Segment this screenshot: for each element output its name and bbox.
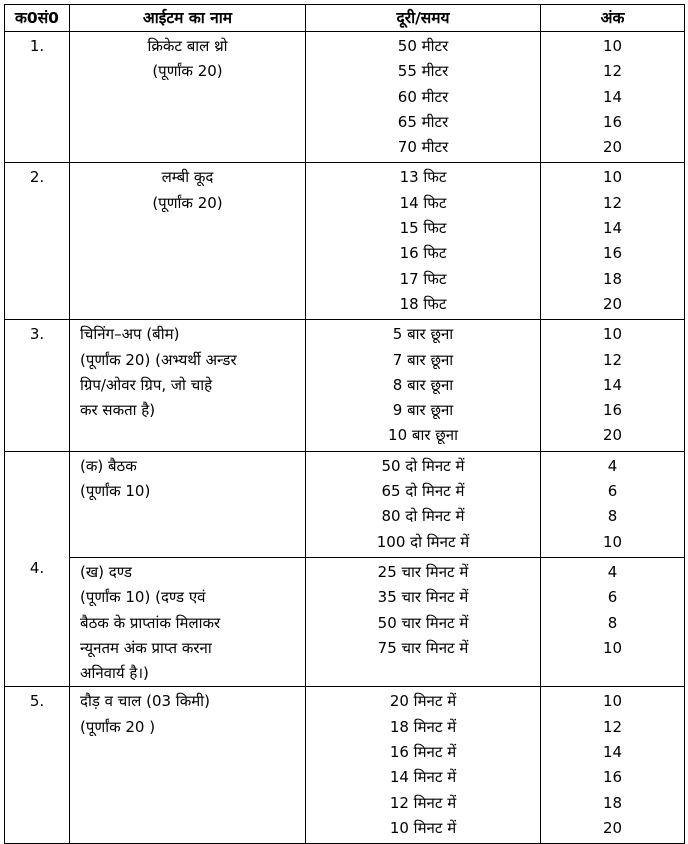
header-item-name: आईटम का नाम <box>70 5 306 32</box>
item-line: लम्बी कूद <box>161 168 214 187</box>
distance-value: 75 चार मिनट में <box>377 638 469 657</box>
marks-value: 14 <box>602 375 623 394</box>
distance-value: 14 फिट <box>399 193 447 212</box>
distance-value: 16 फिट <box>399 244 447 263</box>
item-name <box>70 687 306 844</box>
marks-list <box>541 32 685 163</box>
distance-list <box>306 687 541 844</box>
distance-value: 100 दो मिनट में <box>376 532 470 551</box>
marks-value: 16 <box>602 244 623 263</box>
marks-value: 10 <box>602 532 623 551</box>
item-line: चिनिंग–अप (बीम) <box>80 325 180 344</box>
item-line: (ख) दण्ड <box>80 562 132 581</box>
distance-value: 70 मीटर <box>397 138 449 157</box>
marks-value: 4 <box>607 562 618 581</box>
marks-list <box>541 687 685 844</box>
marks-value: 14 <box>602 219 623 238</box>
marks-value: 14 <box>602 743 623 762</box>
item-line: बैठक के प्राप्तांक मिलाकर <box>80 613 221 632</box>
marks-value: 12 <box>602 717 623 736</box>
item-name <box>70 557 306 686</box>
item-line: ग्रिप/ओवर ग्रिप, जो चाहे <box>80 375 213 394</box>
item-line: (पूर्णांक 20) <box>152 62 223 81</box>
distance-value: 14 मिनट में <box>389 768 457 787</box>
item-line: अनिवार्य है।) <box>80 664 149 683</box>
marks-value: 10 <box>602 325 623 344</box>
marks-list <box>541 557 685 686</box>
distance-list <box>306 451 541 557</box>
table-row <box>5 163 685 320</box>
distance-list <box>306 163 541 320</box>
distance-value: 13 फिट <box>399 168 447 187</box>
item-line: (पूर्णांक 10) <box>80 482 151 501</box>
distance-value: 17 फिट <box>399 269 447 288</box>
distance-value: 10 मिनट में <box>389 818 457 837</box>
distance-value: 20 मिनट में <box>389 692 457 711</box>
table-row <box>5 451 685 557</box>
item-name <box>70 320 306 451</box>
item-line: (पूर्णांक 20 ) <box>80 717 156 736</box>
marks-value: 20 <box>602 294 623 313</box>
marks-value: 4 <box>607 456 618 475</box>
serial-number: 3. <box>5 320 70 451</box>
distance-list <box>306 32 541 163</box>
distance-value: 50 मीटर <box>397 37 449 55</box>
distance-value: 12 मिनट में <box>389 793 457 812</box>
marks-list <box>541 320 685 451</box>
distance-value: 9 बार छूना <box>392 401 454 420</box>
marks-value: 16 <box>602 401 623 420</box>
distance-value: 18 मिनट में <box>389 717 457 736</box>
item-line: न्यूनतम अंक प्राप्त करना <box>80 638 212 657</box>
distance-value: 80 दो मिनट में <box>381 507 465 526</box>
marks-value: 20 <box>602 818 623 837</box>
item-line: दौड़ व चाल (03 किमी) <box>80 692 210 711</box>
distance-value: 65 मीटर <box>397 112 449 131</box>
item-line: (पूर्णांक 20) <box>152 193 223 212</box>
marks-value: 10 <box>602 37 623 55</box>
fitness-scoring-table <box>4 4 685 844</box>
marks-value: 6 <box>607 482 618 501</box>
table-row <box>5 557 685 686</box>
marks-value: 10 <box>602 168 623 187</box>
marks-value: 10 <box>602 638 623 657</box>
distance-value: 60 मीटर <box>397 87 449 106</box>
distance-value: 15 फिट <box>399 219 447 238</box>
marks-value: 20 <box>602 426 623 445</box>
item-line: (क) बैठक <box>80 456 137 475</box>
marks-value: 14 <box>602 87 623 106</box>
marks-value: 18 <box>602 269 623 288</box>
marks-value: 6 <box>607 588 618 607</box>
distance-value: 25 चार मिनट में <box>377 562 469 581</box>
table-row <box>5 32 685 163</box>
item-line: (पूर्णांक 20) (अभ्यर्थी अन्डर <box>80 350 237 369</box>
distance-value: 35 चार मिनट में <box>377 588 469 607</box>
distance-value: 5 बार छूना <box>392 325 454 344</box>
distance-value: 50 चार मिनट में <box>377 613 469 632</box>
distance-value: 18 फिट <box>399 294 447 313</box>
marks-value: 10 <box>602 692 623 711</box>
distance-value: 10 बार छूना <box>388 426 458 445</box>
item-name <box>70 163 306 320</box>
header-serial-number: क0सं0 <box>5 5 70 32</box>
marks-value: 8 <box>607 507 618 526</box>
marks-value: 18 <box>602 793 623 812</box>
distance-value: 7 बार छूना <box>392 350 454 369</box>
distance-value: 50 दो मिनट में <box>381 456 465 475</box>
header-row <box>5 5 685 32</box>
marks-list <box>541 163 685 320</box>
item-line: (पूर्णांक 10) (दण्ड एवं <box>80 588 206 607</box>
distance-value: 55 मीटर <box>397 62 449 81</box>
marks-value: 20 <box>602 138 623 157</box>
marks-value: 12 <box>602 62 623 81</box>
table-row <box>5 320 685 451</box>
item-name <box>70 32 306 163</box>
distance-value: 65 दो मिनट में <box>381 482 465 501</box>
item-line: क्रिकेट बाल थ्रो <box>147 37 228 55</box>
distance-value: 8 बार छूना <box>392 375 454 394</box>
distance-list <box>306 320 541 451</box>
distance-value: 16 मिनट में <box>389 743 457 762</box>
item-line: कर सकता है) <box>80 401 156 420</box>
serial-number: 1. <box>5 32 70 163</box>
marks-value: 8 <box>607 613 618 632</box>
serial-number: 4. <box>5 451 70 687</box>
serial-number: 2. <box>5 163 70 320</box>
header-marks: अंक <box>541 5 685 32</box>
header-distance-time: दूरी/समय <box>306 5 541 32</box>
marks-list <box>541 451 685 557</box>
distance-list <box>306 557 541 686</box>
marks-value: 16 <box>602 112 623 131</box>
marks-value: 12 <box>602 350 623 369</box>
marks-value: 12 <box>602 193 623 212</box>
marks-value: 16 <box>602 768 623 787</box>
table-row <box>5 687 685 844</box>
item-name <box>70 451 306 557</box>
serial-number: 5. <box>5 687 70 844</box>
